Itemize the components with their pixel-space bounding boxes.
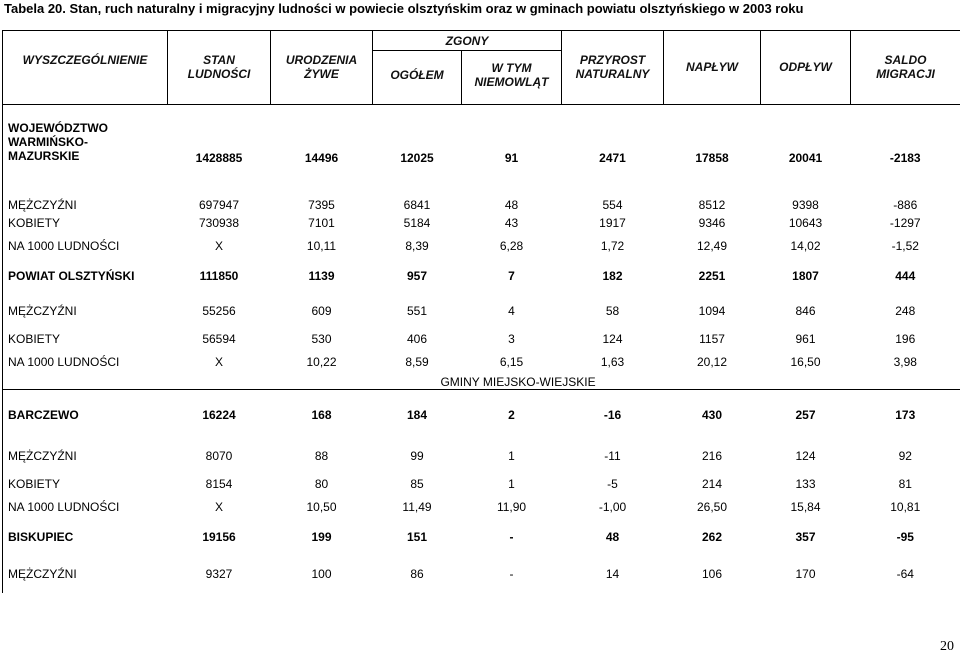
row-label: NA 1000 LUDNOŚCI xyxy=(3,235,168,258)
cell: 430 xyxy=(702,407,723,422)
header-ogolem: OGÓŁEM xyxy=(373,51,462,105)
cell: 2471 xyxy=(599,150,626,165)
table-body xyxy=(3,105,960,189)
cell: 85 xyxy=(410,477,424,491)
cell: 14 xyxy=(605,566,620,581)
cell: 2251 xyxy=(698,268,726,283)
cell: 124 xyxy=(602,332,623,346)
cell: 106 xyxy=(702,566,723,581)
cell: 7 xyxy=(508,268,515,283)
row-label: MĘŻCZYŹNI xyxy=(3,555,168,593)
cell: 357 xyxy=(795,529,816,544)
header-wyszczegolnienie: WYSZCZEGÓLNIENIE xyxy=(3,31,168,105)
cell: 216 xyxy=(702,449,723,463)
cell: 8,59 xyxy=(405,355,429,369)
header-saldo: SALDO MIGRACJI xyxy=(851,31,960,105)
cell: 182 xyxy=(602,268,623,283)
cell: 9398 xyxy=(792,197,819,212)
cell: 80 xyxy=(314,477,329,491)
cell: 609 xyxy=(311,303,332,318)
cell: - xyxy=(509,529,514,544)
cell: 8154 xyxy=(205,477,233,491)
cell: 9346 xyxy=(698,216,726,230)
cell: 99 xyxy=(410,449,424,463)
cell: X xyxy=(214,500,223,514)
cell: 10643 xyxy=(788,216,823,230)
header-zgony: ZGONY xyxy=(373,31,562,51)
cell: 6,28 xyxy=(499,239,524,253)
table-rows xyxy=(3,189,960,593)
data-table xyxy=(2,30,960,593)
cell: 4 xyxy=(508,303,515,318)
cell: 262 xyxy=(702,529,723,544)
cell: -1,52 xyxy=(851,235,960,258)
cell: 1,72 xyxy=(600,239,625,253)
cell: 10,11 xyxy=(306,239,337,253)
cell: 56594 xyxy=(202,332,236,346)
cell: 14,02 xyxy=(790,239,821,253)
table-title: Tabela 20. Stan, ruch naturalny i migracyjny ludności w powiecie olsztyńskim oraz w gminach powiatu olsztyńskiego w 2003 roku xyxy=(4,1,804,16)
header-urodzenia: URODZENIA ŻYWE xyxy=(271,31,373,105)
row-label: BARCZEWO xyxy=(3,390,168,440)
cell: 12025 xyxy=(400,150,434,165)
cell: 554 xyxy=(602,197,623,212)
row-label: BISKUPIEC xyxy=(3,519,168,555)
table-row xyxy=(3,390,960,440)
cell: 11,90 xyxy=(496,500,527,514)
cell: -5 xyxy=(607,477,618,491)
cell: 48 xyxy=(605,529,620,544)
table-row xyxy=(3,519,960,555)
cell: 10,81 xyxy=(851,496,960,519)
section-row xyxy=(3,374,960,390)
cell: -95 xyxy=(851,519,960,555)
cell: 3,98 xyxy=(851,351,960,374)
table-row xyxy=(3,328,960,351)
cell: -1297 xyxy=(851,212,960,235)
cell: 17858 xyxy=(695,150,729,165)
cell: 173 xyxy=(851,390,960,440)
cell: 3 xyxy=(508,332,515,346)
cell: 1094 xyxy=(698,303,726,318)
page-number: 20 xyxy=(940,639,954,654)
cell: 199 xyxy=(311,529,332,544)
row-label: NA 1000 LUDNOŚCI xyxy=(3,351,168,374)
table-row xyxy=(3,351,960,374)
cell: 551 xyxy=(406,303,428,318)
cell: 730938 xyxy=(198,216,240,230)
cell: 1917 xyxy=(599,216,626,230)
cell: 2 xyxy=(508,407,515,422)
cell: 8070 xyxy=(205,449,233,463)
cell: 170 xyxy=(795,566,816,581)
cell: 16,50 xyxy=(790,355,821,369)
table-row xyxy=(3,496,960,519)
cell: 26,50 xyxy=(697,500,728,514)
header-odplyw: ODPŁYW xyxy=(761,31,851,105)
cell: 961 xyxy=(795,332,816,346)
table-row xyxy=(3,555,960,593)
cell: 184 xyxy=(406,407,428,422)
cell: 697947 xyxy=(198,197,240,212)
cell: 5184 xyxy=(403,216,431,230)
table-row xyxy=(3,473,960,496)
cell: 168 xyxy=(311,407,332,422)
cell: -11 xyxy=(604,449,621,463)
cell: 151 xyxy=(406,529,428,544)
row-label: POWIAT OLSZTYŃSKI xyxy=(3,258,168,294)
cell: 111850 xyxy=(199,268,239,283)
cell: 444 xyxy=(851,258,960,294)
row-label: MĘŻCZYŹNI xyxy=(3,440,168,473)
cell: 10,22 xyxy=(306,355,337,369)
table-header xyxy=(3,31,960,105)
cell: 20041 xyxy=(788,150,823,165)
cell: 196 xyxy=(851,328,960,351)
cell: 8512 xyxy=(698,197,726,212)
header-przyrost: PRZYROST NATURALNY xyxy=(562,31,664,105)
table-row xyxy=(3,294,960,328)
cell: 133 xyxy=(795,477,816,491)
table-row xyxy=(3,212,960,235)
cell: 248 xyxy=(851,294,960,328)
cell: 12,49 xyxy=(697,239,728,253)
cell: 1807 xyxy=(792,268,819,283)
cell: - xyxy=(509,566,514,581)
cell: 86 xyxy=(410,566,424,581)
row-label: KOBIETY xyxy=(3,473,168,496)
cell: 10,50 xyxy=(306,500,337,514)
cell: 6,15 xyxy=(499,355,524,369)
cell: -16 xyxy=(603,407,622,422)
cell: 1428885 xyxy=(195,150,243,165)
cell: 91 xyxy=(504,150,519,165)
cell: 9327 xyxy=(205,566,233,581)
cell: X xyxy=(214,355,223,369)
cell: 124 xyxy=(795,449,816,463)
cell: -886 xyxy=(851,189,960,212)
header-w-tym: W TYM NIEMOWLĄT xyxy=(462,51,562,105)
cell: 19156 xyxy=(202,529,236,544)
cell: 530 xyxy=(311,332,332,346)
cell: 20,12 xyxy=(697,355,728,369)
cell: 957 xyxy=(406,268,428,283)
table-row xyxy=(3,189,960,212)
cell: 58 xyxy=(605,303,620,318)
row-label: MĘŻCZYŹNI xyxy=(3,189,168,212)
cell: 15,84 xyxy=(790,500,821,514)
cell: 43 xyxy=(504,216,519,230)
cell: 16224 xyxy=(202,407,236,422)
cell: X xyxy=(214,239,223,253)
cell: 81 xyxy=(851,473,960,496)
table-row xyxy=(3,235,960,258)
cell: 1 xyxy=(508,449,515,463)
cell: 100 xyxy=(311,566,332,581)
row-label: MĘŻCZYŹNI xyxy=(3,294,168,328)
row-label: NA 1000 LUDNOŚCI xyxy=(3,496,168,519)
table-row xyxy=(3,440,960,473)
cell: 55256 xyxy=(202,303,236,318)
cell: 92 xyxy=(851,440,960,473)
cell: 214 xyxy=(702,477,723,491)
cell: 7395 xyxy=(308,197,335,212)
cell: 257 xyxy=(795,407,816,422)
cell: -64 xyxy=(851,555,960,593)
table-row xyxy=(3,258,960,294)
cell: 1 xyxy=(508,477,515,491)
section-label: GMINY MIEJSKO-WIEJSKIE xyxy=(373,374,664,390)
cell: 1157 xyxy=(699,332,725,346)
header-naplyw: NAPŁYW xyxy=(664,31,761,105)
cell: 14496 xyxy=(304,150,339,165)
cell: 1139 xyxy=(308,268,335,283)
cell: 8,39 xyxy=(405,239,429,253)
cell: 88 xyxy=(314,449,329,463)
row-label: WOJEWÓDZTWO WARMIŃSKO- MAZURSKIE xyxy=(3,105,168,189)
row-label: KOBIETY xyxy=(3,328,168,351)
cell: 7101 xyxy=(308,216,335,230)
cell: 11,49 xyxy=(402,500,432,514)
table-row xyxy=(3,105,960,189)
cell: 1,63 xyxy=(600,355,625,369)
header-stan: STAN LUDNOŚCI xyxy=(168,31,271,105)
row-label: KOBIETY xyxy=(3,212,168,235)
cell: 846 xyxy=(795,303,816,318)
cell: 6841 xyxy=(403,197,431,212)
cell: -1,00 xyxy=(598,500,627,514)
cell: 48 xyxy=(504,197,519,212)
cell: -2183 xyxy=(851,105,960,189)
cell: 406 xyxy=(406,332,428,346)
